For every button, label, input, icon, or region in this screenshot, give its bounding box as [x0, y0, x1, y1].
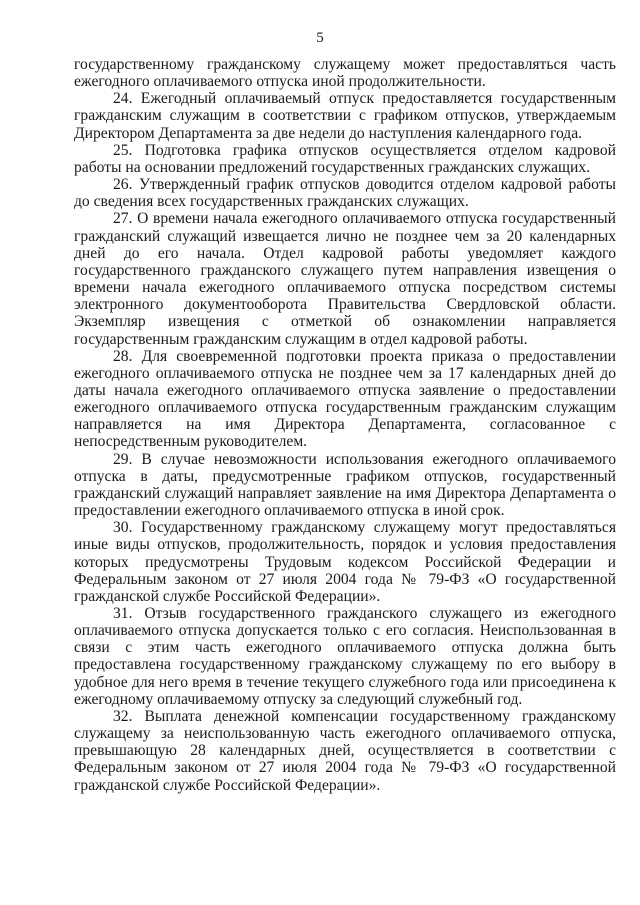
- page-number: 5: [316, 30, 324, 46]
- paragraph-24: 24. Ежегодный оплачиваемый отпуск предоставляется государственным гражданским служащим в соответствии с графиком отпусков, утверждаемым Директором Департамента за две недели до наступления календарного года.: [74, 90, 616, 142]
- paragraph-28: 28. Для своевременной подготовки проекта приказа о предоставлении ежегодного оплачиваемого отпуска не позднее чем за 17 календарных дней до даты начала ежегодного оплачиваемого отпуска заявление о предоставлении ежегодного оплачиваемого отпуска государственным гражданским служащим направляется на имя Директора Департамента, согласованное с непосредственным руководителем.: [74, 347, 616, 451]
- paragraph-29: 29. В случае невозможности использования ежегодного оплачиваемого отпуска в даты, предусмотренные графиком отпусков, государственный гражданский служащий направляет заявление на имя Директора Департамента о предоставлении ежегодного оплачиваемого отпуска в иной срок.: [74, 450, 616, 520]
- paragraph-26: 26. Утвержденный график отпусков доводится отделом кадровой работы до сведения всех государственных гражданских служащих.: [74, 176, 616, 211]
- document-body: [74, 56, 616, 794]
- paragraph-27: 27. О времени начала ежегодного оплачиваемого отпуска государственный гражданский служащий извещается лично не позднее чем за 20 календарных дней до его начала. Отдел кадровой работы уведомляет каждого государственного гражданского служащего путем направления извещения о времени начала ежегодного оплачиваемого отпуска посредством системы электронного документооборота Правительства Свердловской области. Экземпляр извещения с отметкой об ознакомлении направляется государственным гражданским служащим в отдел кадровой работы.: [74, 210, 616, 348]
- paragraph-32: 32. Выплата денежной компенсации государственному гражданскому служащему за неиспользованную часть ежегодного оплачиваемого отпуска, превышающую 28 календарных дней, осуществляется в соответствии с Федеральным законом от 27 июля 2004 года № 79-ФЗ «О государственной гражданской службе Российской Федерации».: [74, 707, 616, 794]
- paragraph-continuation: государственному гражданскому служащему может предоставляться часть ежегодного оплачиваемого отпуска иной продолжительности.: [74, 56, 616, 91]
- paragraph-30: 30. Государственному гражданскому служащему могут предоставляться иные виды отпусков, продолжительность, порядок и условия предоставления которых предусмотрены Трудовым кодексом Российской Федерации и Федеральным законом от 27 июля 2004 года № 79-ФЗ «О государственной гражданской службе Российской Федерации».: [74, 519, 616, 605]
- paragraph-25: 25. Подготовка графика отпусков осуществляется отделом кадровой работы на основании предложений государственных гражданских служащих.: [74, 141, 616, 176]
- paragraph-31: 31. Отзыв государственного гражданского служащего из ежегодного оплачиваемого отпуска допускается только с его согласия. Неиспользованная в связи с этим часть ежегодного оплачиваемого отпуска должна быть предоставлена государственному гражданскому служащему по его выбору в удобное для него время в течение текущего служебного года или присоединена к ежегодному оплачиваемому отпуску за следующий служебный год.: [74, 605, 616, 708]
